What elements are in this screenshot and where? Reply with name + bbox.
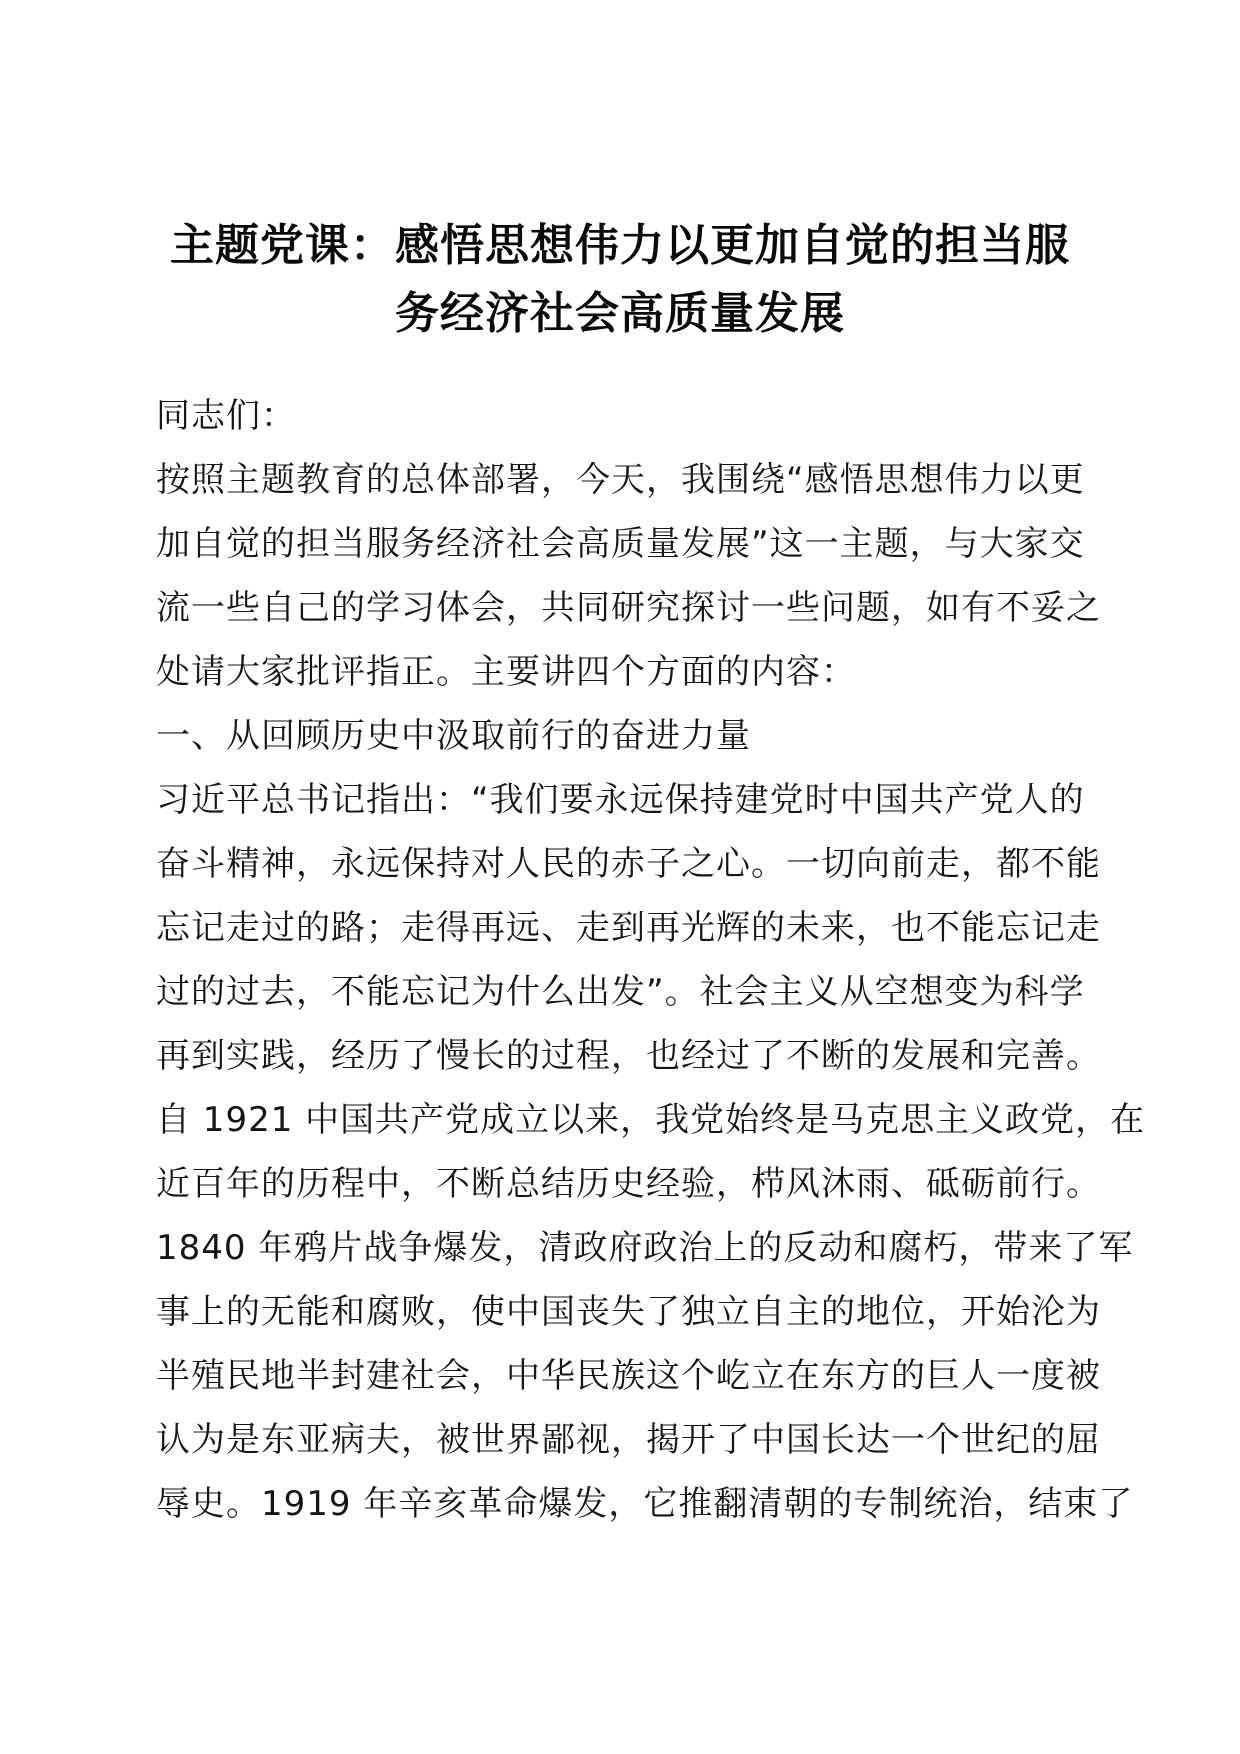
body-line: 忘记走过的路；走得再远、走到再光辉的未来，也不能忘记走	[156, 908, 1101, 948]
document-title	[150, 212, 1090, 348]
body-line: 认为是东亚病夫，被世界鄙视，揭开了中国长达一个世纪的屈	[156, 1420, 1101, 1460]
body-line: 处请大家批评指正。主要讲四个方面的内容：	[156, 652, 856, 692]
body-line: 过的过去，不能忘记为什么出发”。社会主义从空想变为科学	[156, 972, 1085, 1012]
body-line: 加自觉的担当服务经济社会高质量发展”这一主题，与大家交	[156, 524, 1085, 564]
body-line: 1840 年鸦片战争爆发，清政府政治上的反动和腐朽，带来了军	[156, 1228, 1134, 1268]
body-line: 再到实践，经历了慢长的过程，也经过了不断的发展和完善。	[156, 1036, 1101, 1076]
body-line: 按照主题教育的总体部署，今天，我围绕“感悟思想伟力以更	[156, 460, 1085, 500]
document-body	[156, 384, 1146, 1536]
body-line: 自 1921 中国共产党成立以来，我党始终是马克思主义政党，在	[156, 1100, 1146, 1140]
body-line: 辱史。1919 年辛亥革命爆发，它推翻清朝的专制统治，结束了	[156, 1484, 1134, 1524]
section-heading: 一、从回顾历史中汲取前行的奋进力量	[156, 716, 751, 756]
body-line: 奋斗精神，永远保持对人民的赤子之心。一切向前走，都不能	[156, 844, 1101, 884]
title-line-2: 务经济社会高质量发展	[395, 288, 845, 339]
body-line: 近百年的历程中，不断总结历史经验，栉风沐雨、砥砺前行。	[156, 1164, 1101, 1204]
body-line: 事上的无能和腐败，使中国丧失了独立自主的地位，开始沦为	[156, 1292, 1101, 1332]
body-line: 流一些自己的学习体会，共同研究探讨一些问题，如有不妥之	[156, 588, 1101, 628]
salutation: 同志们：	[156, 396, 296, 436]
title-line-1: 主题党课：感悟思想伟力以更加自觉的担当服	[170, 220, 1070, 271]
body-line: 习近平总书记指出：“我们要永远保持建党时中国共产党人的	[156, 780, 1085, 820]
body-line: 半殖民地半封建社会，中华民族这个屹立在东方的巨人一度被	[156, 1356, 1101, 1396]
